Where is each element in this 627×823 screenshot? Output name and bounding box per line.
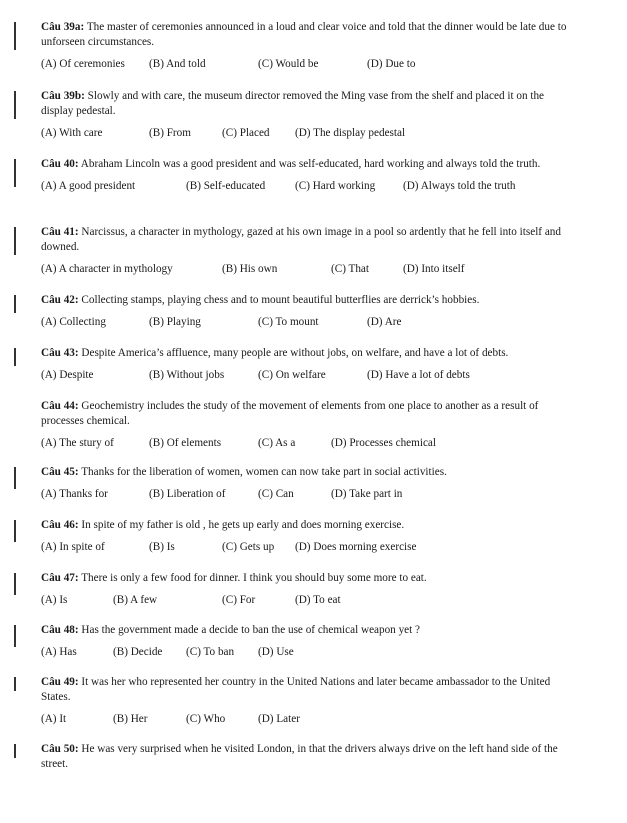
question-number: Câu 44: [41, 400, 79, 412]
option-c[interactable]: (C) Who [186, 713, 226, 725]
margin-bar [14, 625, 16, 647]
question-43 [41, 346, 576, 382]
option-b[interactable]: (B) A few [113, 594, 158, 606]
question-number: Câu 39a: [41, 21, 85, 33]
option-a[interactable]: (A) Thanks for [41, 488, 108, 500]
question-number: Câu 43: [41, 347, 79, 359]
option-d[interactable]: (D) Take part in [331, 488, 403, 500]
question-number: Câu 41: [41, 226, 79, 238]
question-stem [41, 518, 576, 533]
question-stem [41, 742, 576, 772]
question-50 [41, 742, 576, 772]
question-text: The master of ceremonies announced in a loud and clear voice and told that the dinner would be late due to unforseen circumstances. [41, 21, 567, 48]
option-a[interactable]: (A) It [41, 713, 67, 725]
option-d[interactable]: (D) Later [258, 713, 300, 725]
option-d[interactable]: (D) Processes chemical [331, 437, 436, 449]
question-45 [41, 465, 576, 501]
option-d[interactable]: (D) Due to [367, 58, 416, 70]
margin-bar [14, 348, 16, 366]
answer-options [41, 712, 576, 726]
option-c[interactable]: (C) Gets up [222, 541, 275, 553]
question-stem [41, 623, 576, 638]
question-text: Slowly and with care, the museum director removed the Ming vase from the shelf and placed it on the display pedestal. [41, 90, 545, 117]
question-text: Has the government made a decide to ban the use of chemical weapon yet ? [81, 624, 421, 636]
question-number: Câu 48: [41, 624, 79, 636]
option-b[interactable]: (B) Of elements [149, 437, 222, 449]
answer-options [41, 645, 576, 659]
option-a[interactable]: (A) Collecting [41, 316, 106, 328]
option-c[interactable]: (C) Can [258, 488, 294, 500]
question-number: Câu 50: [41, 743, 79, 755]
option-b[interactable]: (B) Liberation of [149, 488, 226, 500]
margin-bar [14, 159, 16, 187]
option-b[interactable]: (B) Without jobs [149, 369, 225, 381]
option-a[interactable]: (A) The stury of [41, 437, 114, 449]
answer-options [41, 540, 576, 554]
margin-bar [14, 573, 16, 595]
option-a[interactable]: (A) A character in mythology [41, 263, 173, 275]
question-text: Thanks for the liberation of women, women can now take part in social activities. [81, 466, 447, 478]
question-39b [41, 89, 576, 140]
question-44 [41, 399, 576, 450]
question-text: Narcissus, a character in mythology, gazed at his own image in a pool so ardently that he fell into itself and downed. [41, 226, 561, 253]
option-c[interactable]: (C) To mount [258, 316, 319, 328]
question-49 [41, 675, 576, 726]
option-b[interactable]: (B) From [149, 127, 191, 139]
question-42 [41, 293, 576, 329]
question-41 [41, 225, 576, 276]
option-c[interactable]: (C) On welfare [258, 369, 326, 381]
option-b[interactable]: (B) Playing [149, 316, 201, 328]
option-a[interactable]: (A) Is [41, 594, 68, 606]
question-text: He was very surprised when he visited London, in that the drivers always drive on the left hand side of the street. [41, 743, 558, 770]
question-stem [41, 293, 576, 308]
option-a[interactable]: (A) With care [41, 127, 103, 139]
margin-bar [14, 677, 16, 691]
question-text: It was her who represented her country in the United Nations and later became ambassador to the United States. [41, 676, 551, 703]
option-b[interactable]: (B) Decide [113, 646, 163, 658]
answer-options [41, 126, 576, 140]
question-number: Câu 42: [41, 294, 79, 306]
question-text: Geochemistry includes the study of the movement of elements from one place to another as a result of processes chemical. [41, 400, 539, 427]
option-c[interactable]: (C) Placed [222, 127, 270, 139]
option-d[interactable]: (D) Does morning exercise [295, 541, 417, 553]
question-39a [41, 20, 576, 71]
answer-options [41, 368, 576, 382]
question-number: Câu 40: [41, 158, 79, 170]
option-b[interactable]: (B) And told [149, 58, 206, 70]
option-d[interactable]: (D) Always told the truth [403, 180, 516, 192]
option-d[interactable]: (D) Use [258, 646, 294, 658]
margin-bar [14, 520, 16, 542]
option-a[interactable]: (A) A good president [41, 180, 136, 192]
option-b[interactable]: (B) Self-educated [186, 180, 266, 192]
answer-options [41, 593, 576, 607]
option-d[interactable]: (D) The display pedestal [295, 127, 406, 139]
question-text: In spite of my father is old , he gets up early and does morning exercise. [81, 519, 405, 531]
option-b[interactable]: (B) Is [149, 541, 175, 553]
question-stem [41, 157, 576, 172]
margin-bar [14, 295, 16, 313]
option-b[interactable]: (B) Her [113, 713, 148, 725]
question-number: Câu 39b: [41, 90, 85, 102]
question-stem [41, 20, 576, 50]
question-number: Câu 46: [41, 519, 79, 531]
margin-bar [14, 744, 16, 758]
answer-options [41, 487, 576, 501]
question-47 [41, 571, 576, 607]
question-stem [41, 675, 576, 705]
question-46 [41, 518, 576, 554]
question-number: Câu 47: [41, 572, 79, 584]
option-a[interactable]: (A) Despite [41, 369, 94, 381]
margin-bar [14, 467, 16, 489]
option-c[interactable]: (C) Hard working [295, 180, 376, 192]
option-c[interactable]: (C) Would be [258, 58, 319, 70]
question-40 [41, 157, 576, 193]
answer-options [41, 179, 576, 193]
question-48 [41, 623, 576, 659]
margin-bar [14, 22, 16, 50]
option-a[interactable]: (A) Of ceremonies [41, 58, 125, 70]
answer-options [41, 57, 576, 71]
question-text: There is only a few food for dinner. I think you should buy some more to eat. [81, 572, 427, 584]
option-c[interactable]: (C) For [222, 594, 256, 606]
question-number: Câu 45: [41, 466, 79, 478]
option-a[interactable]: (A) In spite of [41, 541, 105, 553]
answer-options [41, 436, 576, 450]
answer-options [41, 262, 576, 276]
margin-bar [14, 91, 16, 119]
question-text: Abraham Lincoln was a good president and was self-educated, hard working and always told the truth. [80, 158, 541, 170]
option-c[interactable]: (C) As a [258, 437, 296, 449]
question-number: Câu 49: [41, 676, 79, 688]
option-d[interactable]: (D) Have a lot of debts [367, 369, 470, 381]
question-text: Collecting stamps, playing chess and to mount beautiful butterflies are derrick’s hobbies. [81, 294, 480, 306]
question-stem [41, 465, 576, 480]
question-stem [41, 225, 576, 255]
option-d[interactable]: (D) Into itself [403, 263, 465, 275]
option-c[interactable]: (C) That [331, 263, 370, 275]
question-text: Despite America’s affluence, many people are without jobs, on welfare, and have a lot of debts. [81, 347, 509, 359]
option-d[interactable]: (D) To eat [295, 594, 341, 606]
question-stem [41, 399, 576, 429]
question-stem [41, 89, 576, 119]
option-d[interactable]: (D) Are [367, 316, 402, 328]
question-stem [41, 346, 576, 361]
option-b[interactable]: (B) His own [222, 263, 278, 275]
option-a[interactable]: (A) Has [41, 646, 77, 658]
margin-bar [14, 227, 16, 255]
question-stem [41, 571, 576, 586]
option-c[interactable]: (C) To ban [186, 646, 235, 658]
answer-options [41, 315, 576, 329]
